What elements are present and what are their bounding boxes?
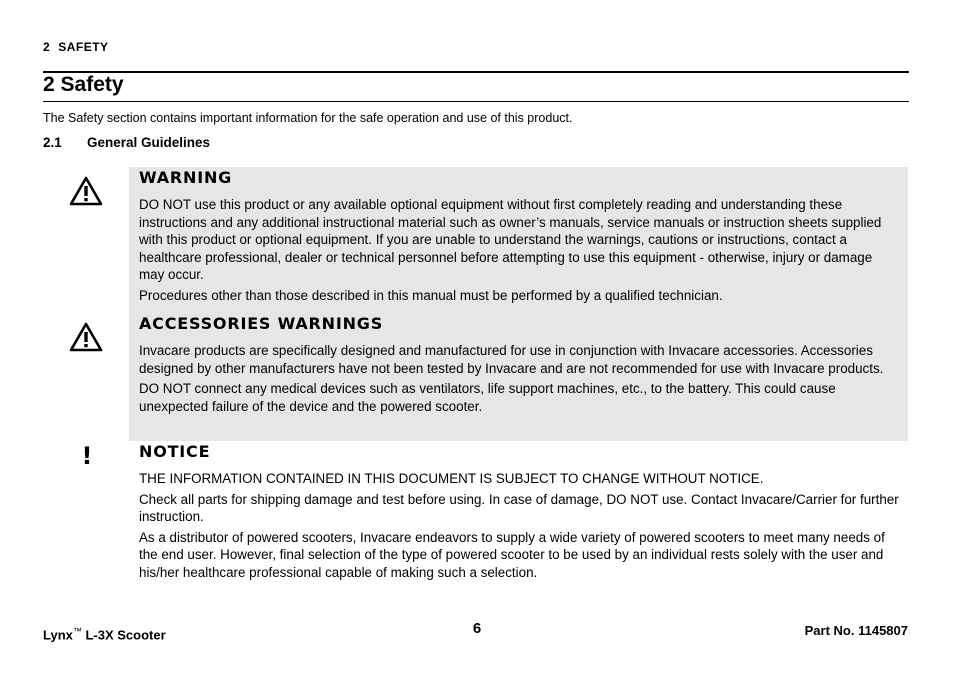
footer-part-number: Part No. 1145807: [804, 623, 908, 638]
accessories-warning-paragraph: Invacare products are specifically designed and manufactured for use in conjunction with Invacare accessories. Accessories designed by other manufacturers have not been tested by Invacare and are not recommended for use with Invacare products.: [139, 343, 884, 376]
notice-title: NOTICE: [139, 442, 211, 461]
footer-model: L-3X Scooter: [81, 627, 166, 643]
exclamation-icon: !: [81, 442, 93, 470]
accessories-warning-paragraph: DO NOT connect any medical devices such as ventilators, life support machines, etc., to the battery. This could cause unexpected failure of the device and the powered scooter.: [139, 381, 836, 414]
section-title: General Guidelines: [87, 135, 211, 150]
section-heading: [43, 135, 210, 151]
warning-paragraph: DO NOT use this product or any available optional equipment without first completely reading and understanding these instructions and any additional instructional material such as owner’s manuals, service manuals or instruction sheets supplied with this product or optional equipment. If you are unable to understand the warnings, cautions or instructions, contact a healthcare professional, dealer or technical personnel before attempting to use this equipment - otherwise, injury or damage may occur.: [139, 197, 882, 283]
notice-paragraph: Check all parts for shipping damage and test before using. In case of damage, DO NOT use. Contact Invacare/Carrier for further instruction.: [139, 491, 899, 525]
top-rule: [43, 71, 909, 73]
chapter-title: 2 Safety: [43, 73, 124, 96]
warning-paragraph: Procedures other than those described in this manual must be performed by a qualified technician.: [139, 287, 723, 303]
notice-block: [139, 442, 899, 582]
footer-trademark: ™: [72, 626, 82, 636]
page-number: 6: [472, 620, 482, 637]
running-header-number: 2: [43, 40, 51, 54]
running-header-title: SAFETY: [58, 40, 109, 54]
notice-paragraph: THE INFORMATION CONTAINED IN THIS DOCUMENT IS SUBJECT TO CHANGE WITHOUT NOTICE.: [139, 471, 764, 486]
accessories-warning-title: ACCESSORIES WARNINGS: [139, 314, 384, 333]
footer-product-name: Lynx: [43, 627, 73, 643]
notice-paragraph: As a distributor of powered scooters, Invacare endeavors to supply a wide variety of powered scooters to meet many needs of the end user. However, final selection of the type of powered scooter to be used by an individual rests solely with the user and his/her healthcare professional capable of making such a selection.: [139, 529, 885, 580]
intro-text: The Safety section contains important information for the safe operation and use of this product.: [43, 111, 573, 125]
warning-triangle-icon: [68, 321, 104, 353]
warning-block: [139, 168, 899, 305]
bottom-rule: [43, 101, 909, 102]
section-number: 2.1: [43, 135, 62, 150]
warning-title: WARNING: [139, 168, 233, 187]
running-header: [43, 40, 109, 54]
accessories-warning-block: [139, 314, 899, 415]
warning-triangle-icon: [68, 175, 104, 207]
